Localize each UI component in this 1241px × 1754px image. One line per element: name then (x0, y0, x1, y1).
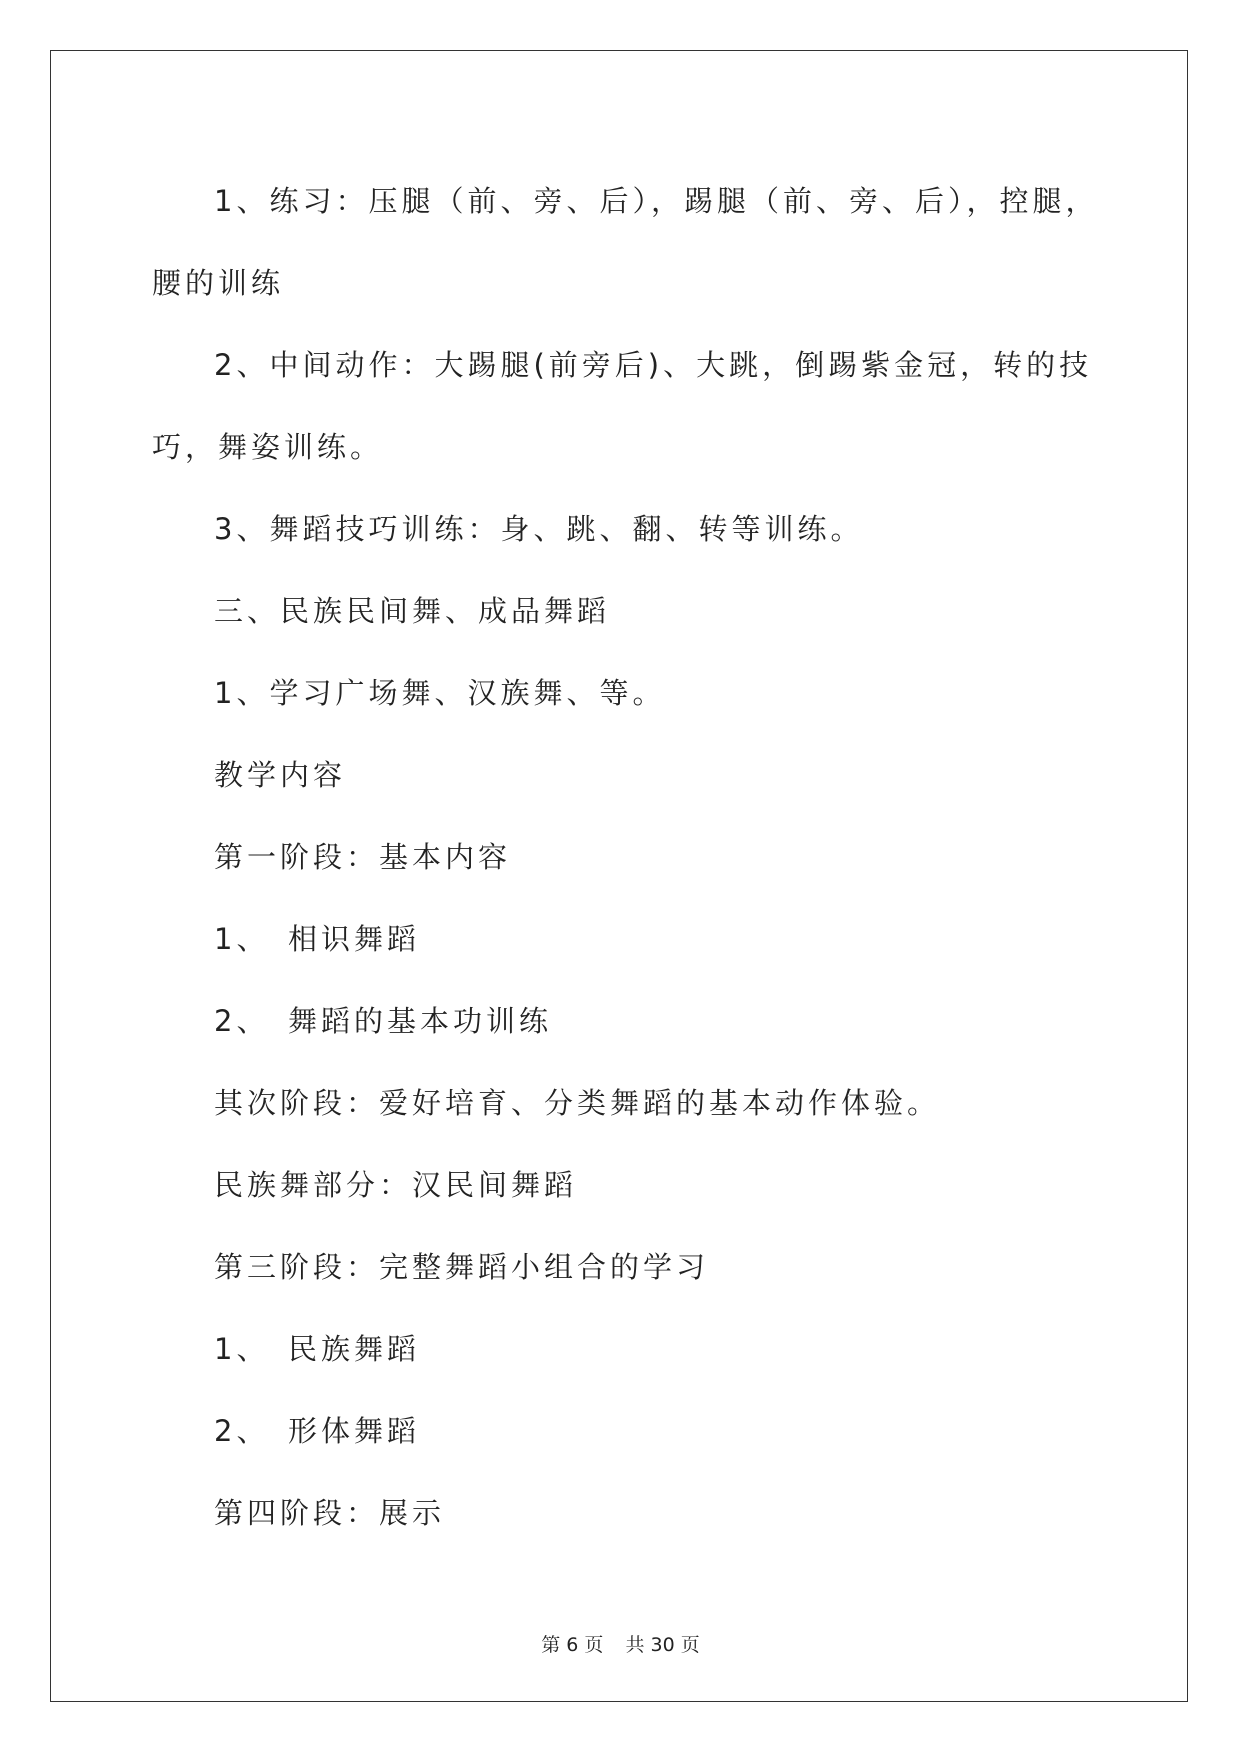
paragraph-3: 3、舞蹈技巧训练：身、跳、翻、转等训练。 (214, 512, 864, 546)
folk-dance-section: 民族舞部分：汉民间舞蹈 (214, 1168, 578, 1202)
page-number: 第 6 页 (541, 1634, 604, 1656)
document-body (152, 160, 1112, 1554)
section-heading-3: 三、民族民间舞、成品舞蹈 (214, 594, 611, 628)
stage-one-item-2: 2、 舞蹈的基本功训练 (214, 1004, 552, 1038)
stage-three-item-2: 2、 形体舞蹈 (214, 1414, 420, 1448)
stage-two-heading: 其次阶段：爱好培育、分类舞蹈的基本动作体验。 (214, 1086, 941, 1120)
stage-four-heading: 第四阶段：展示 (214, 1496, 446, 1530)
stage-one-heading: 第一阶段：基本内容 (214, 840, 512, 874)
stage-one-item-1: 1、 相识舞蹈 (214, 922, 420, 956)
page-footer (0, 1630, 1241, 1657)
stage-three-item-1: 1、 民族舞蹈 (214, 1332, 420, 1366)
page-total: 共 30 页 (625, 1634, 700, 1656)
teaching-content-heading: 教学内容 (214, 758, 347, 792)
stage-three-heading: 第三阶段：完整舞蹈小组合的学习 (214, 1250, 710, 1284)
paragraph-5: 1、学习广场舞、汉族舞、等。 (214, 676, 666, 710)
paragraph-1: 1、练习：压腿（前、旁、后），踢腿（前、旁、后），控腿，腰的训练 (152, 184, 1099, 300)
paragraph-2: 2、中间动作：大踢腿(前旁后)、大跳，倒踢紫金冠，转的技巧，舞姿训练。 (152, 348, 1093, 464)
